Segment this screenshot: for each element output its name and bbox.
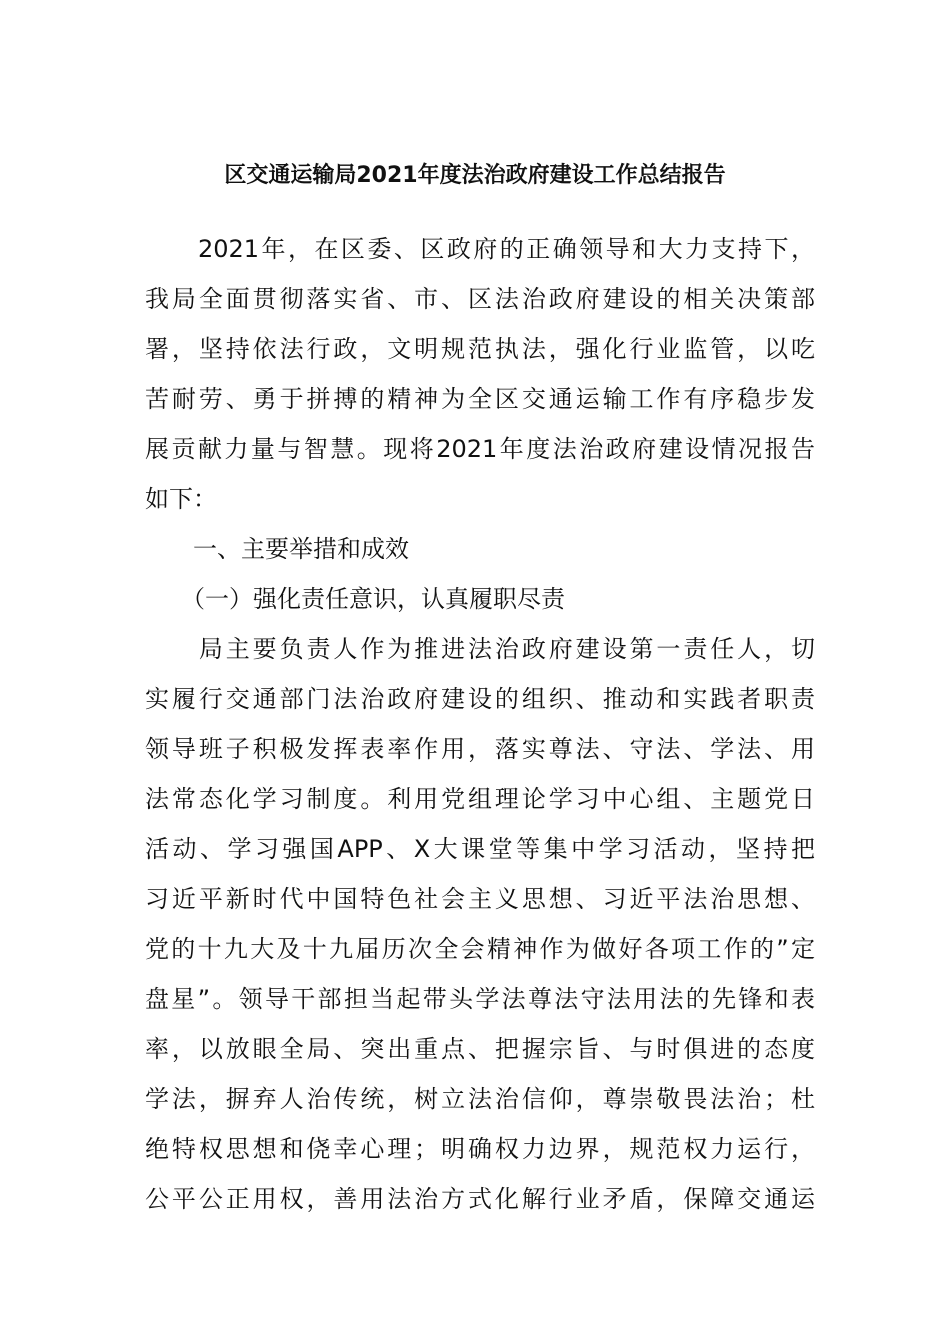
paragraph-line: 局主要负责人作为推进法治政府建设第一责任人，切 xyxy=(145,635,815,663)
paragraph-line: 活动、学习强国APP、X大课堂等集中学习活动，坚持把 xyxy=(145,835,815,863)
paragraph-line: 展贡献力量与智慧。现将2021年度法治政府建设情况报告 xyxy=(145,435,815,463)
paragraph-line: 党的十九大及十九届历次全会精神作为做好各项工作的”定 xyxy=(145,935,815,963)
paragraph-line: 2021年，在区委、区政府的正确领导和大力支持下， xyxy=(145,235,815,263)
paragraph-line: 我局全面贯彻落实省、市、区法治政府建设的相关决策部 xyxy=(145,285,815,313)
section-heading: 一、主要举措和成效 xyxy=(145,535,409,563)
paragraph-line: 学法，摒弃人治传统，树立法治信仰，尊崇敬畏法治；杜 xyxy=(145,1085,815,1113)
paragraph-line: 率，以放眼全局、突出重点、把握宗旨、与时俱进的态度 xyxy=(145,1035,815,1063)
paragraph-line: 法常态化学习制度。利用党组理论学习中心组、主题党日 xyxy=(145,785,815,813)
document-title: 区交通运输局2021年度法治政府建设工作总结报告 xyxy=(224,163,726,188)
paragraph-line: 苦耐劳、勇于拼搏的精神为全区交通运输工作有序稳步发 xyxy=(145,385,815,413)
paragraph-line: 公平公正用权，善用法治方式化解行业矛盾，保障交通运 xyxy=(145,1185,815,1213)
paragraph-line: 署，坚持依法行政，文明规范执法，强化行业监管，以吃 xyxy=(145,335,815,363)
paragraph-line: 实履行交通部门法治政府建设的组织、推动和实践者职责 xyxy=(145,685,815,713)
paragraph-line: 盘星”。领导干部担当起带头学法尊法守法用法的先锋和表 xyxy=(145,985,815,1013)
paragraph-line: 绝特权思想和侥幸心理；明确权力边界，规范权力运行， xyxy=(145,1135,815,1163)
paragraph-line: 如下： xyxy=(145,485,217,513)
subsection-heading: （一）强化责任意识，认真履职尽责 xyxy=(145,585,565,613)
paragraph-line: 领导班子积极发挥表率作用，落实尊法、守法、学法、用 xyxy=(145,735,815,763)
paragraph-line: 习近平新时代中国特色社会主义思想、习近平法治思想、 xyxy=(145,885,815,913)
